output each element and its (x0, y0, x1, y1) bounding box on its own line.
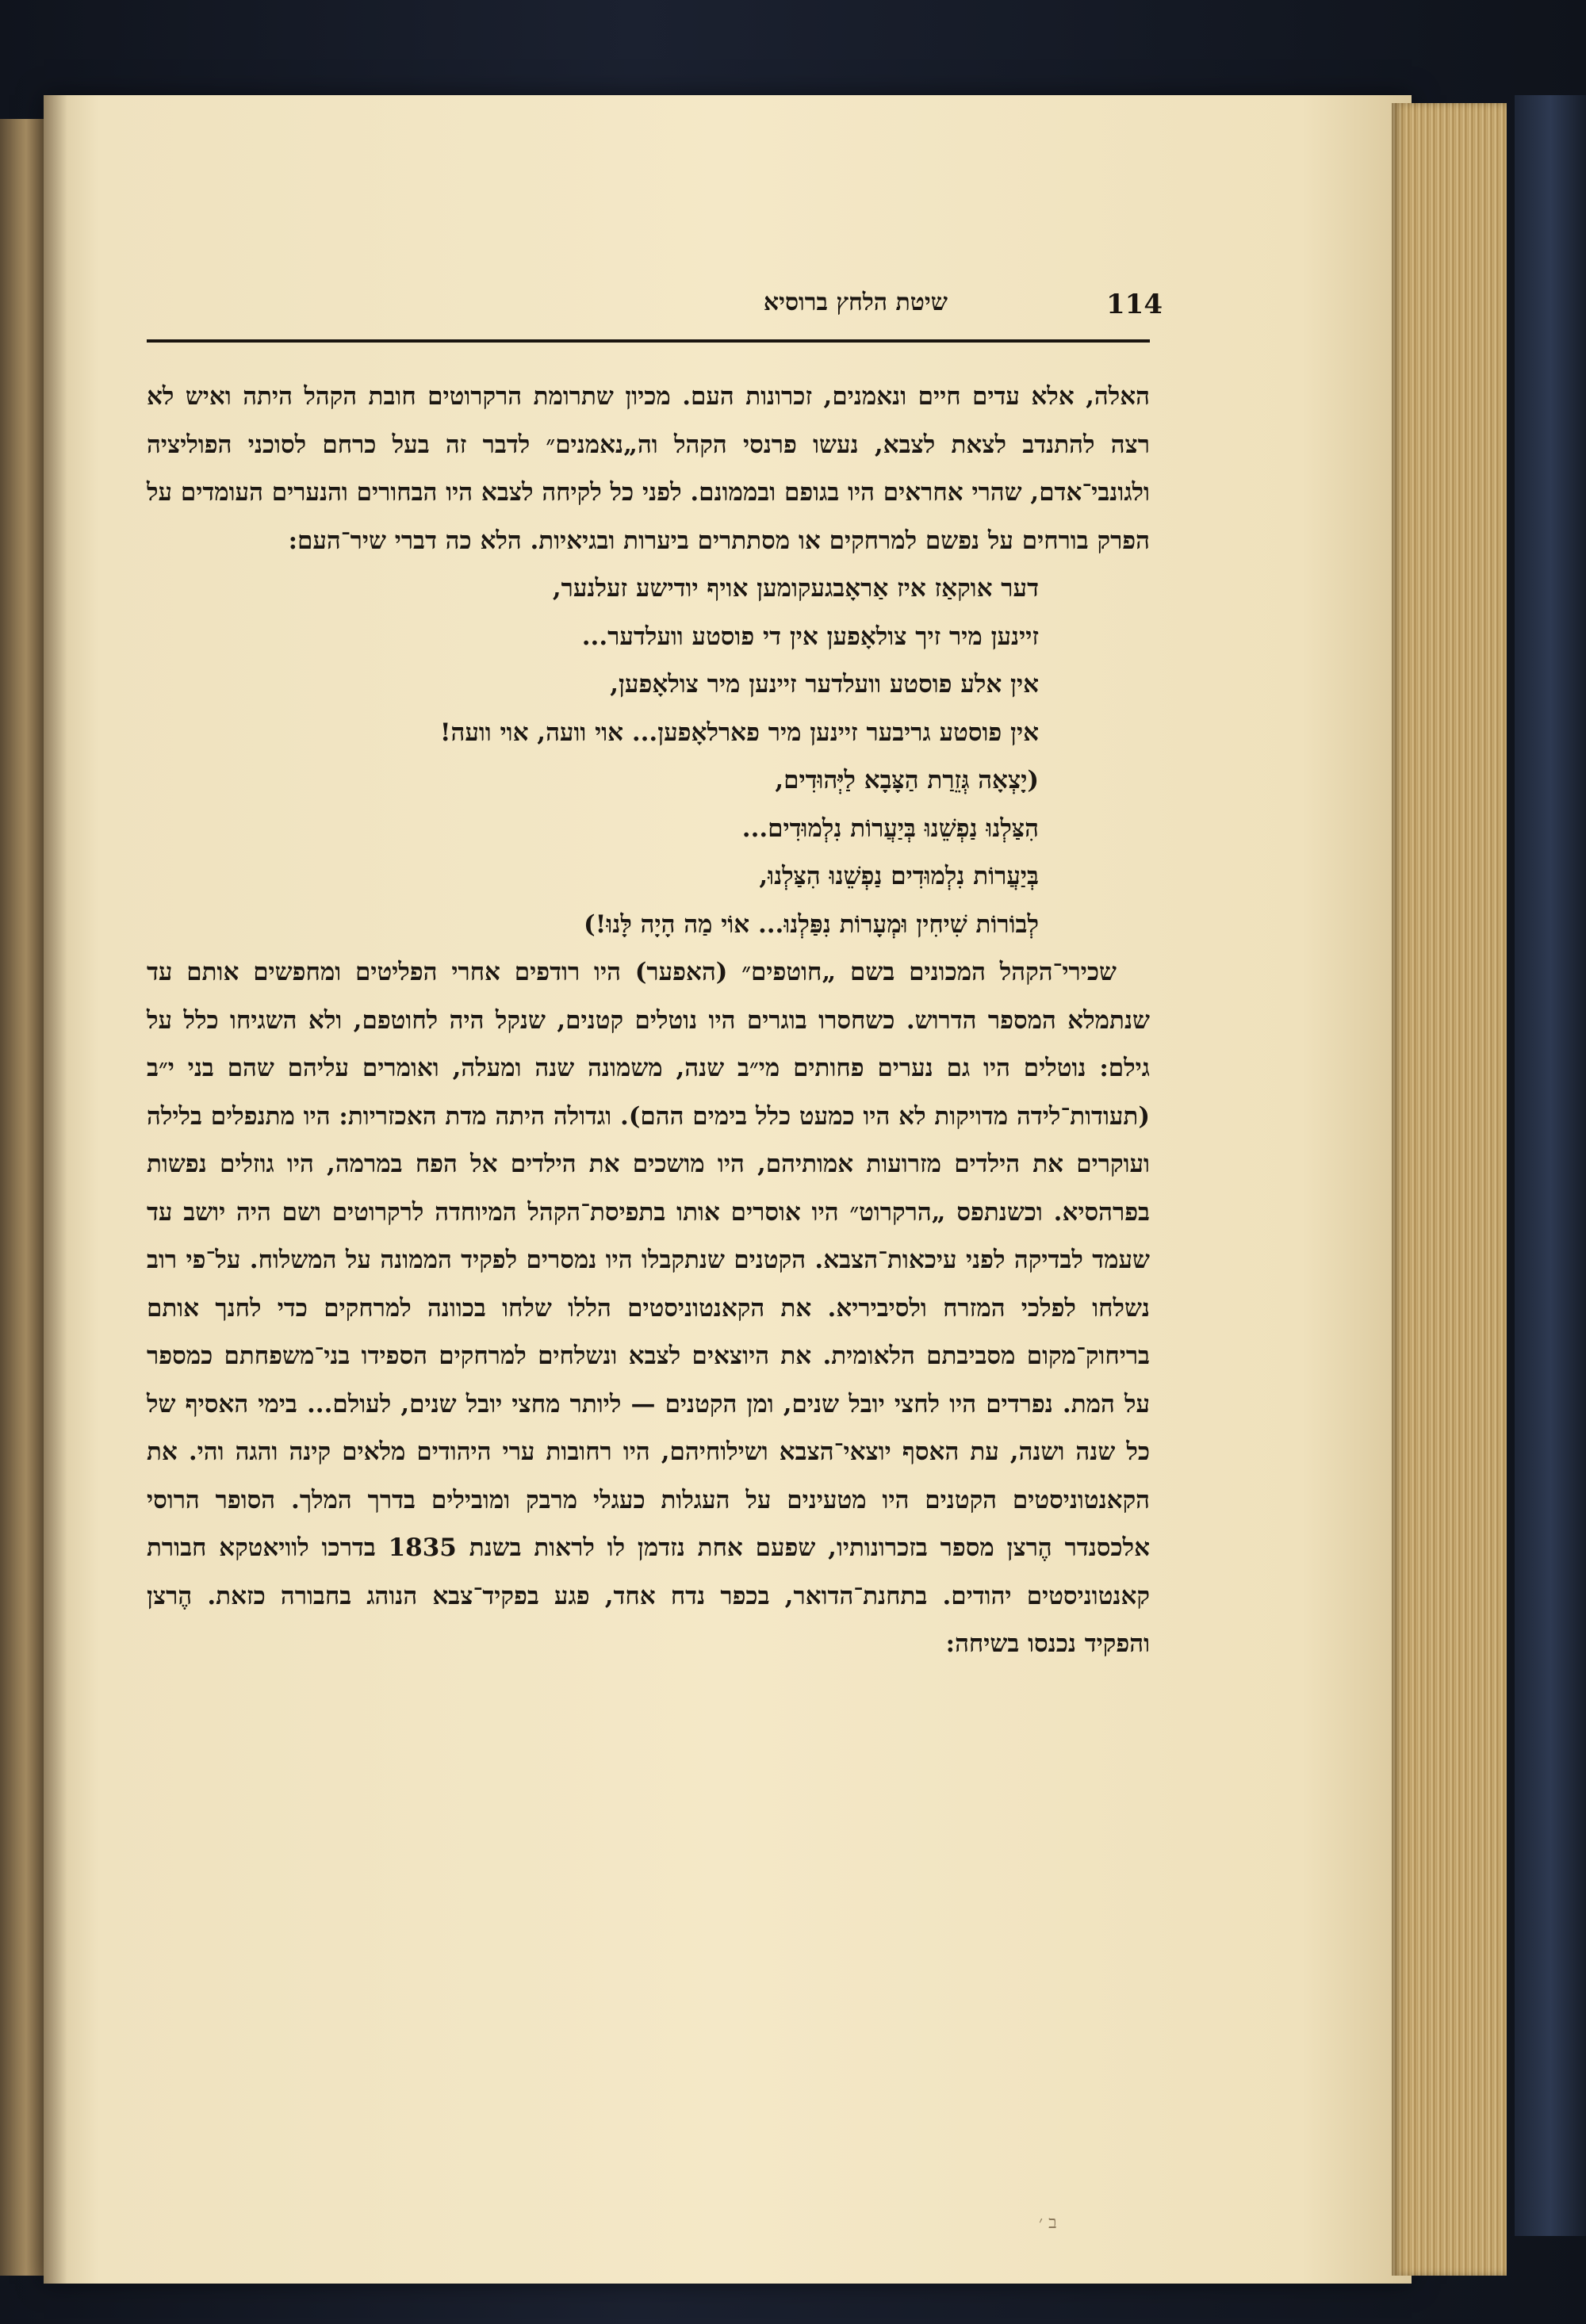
poem-line: בְּיַעֲרוֹת נִלְמוּדִים נַפְשֵׁנוּ הִצַּלְנוּ, (759, 862, 1039, 890)
paragraph: שכירי־הקהל המכונים בשם „חוטפים״ (האפער) היו רודפים אחרי הפליטים ומחפשים אותם עד שנתמלא המספר הדרוש. כשחסרו בוגרים היו נוטלים קטנים, שנקל היה לחוטפם, ולא השגיחו כלל על גילם: נוטלים היו גם נערים פחותים מי״ב שנה, משמונה שנה ומעלה, ואומרים עליהם שהם בני י״ב (תעודות־לידה מדויקות לא היו כמעט כלל בימים ההם). וגדולה היתה מדת האכזריות: היו מתנפלים בלילה ועוקרים את הילדים מזרועות אמותיהם, היו מושכים את הילדים אל הפח במרמה, היו גוזלים נפשות בפרהסיא. וכשנתפס „הרקרוט״ היו אוסרים אותו בתפיסת־הקהל המיוחדה לרקרוטים ושם היה יושב עד שעמד לבדיקה לפני עיכאות־הצבא. הקטנים שנתקבלו היו נמסרים לפקיד הממונה על המשלוח. על־פי רוב נשלחו לפלכי המזרח ולסיביריא. את הקאנטוניסטים הללו שלחו בכוונה למרחקים כדי לחנך אותם בריחוק־מקום מסביבתם הלאומית. את היוצאים לצבא ונשלחים למרחקים הספידו בני־משפחתם כמספר על המת. נפרדים היו לחצי יובל שנים, ומן הקטנים — ליותר מחצי יובל שנים, לעולם... בימי האסיף של כל שנה ושנה, עת האסף יוצאי־הצבא ושילוחיהם, היו רחובות ערי היהודים מלאים קינה והגה והי. את הקאנטוניסטים הקטנים היו מטעינים על העגלות כעגלי מרבק ומובילים בדרך המלך. הסופר הרוסי אלכסנדר הֶרצן מספר בזכרונותיו, שפעם אחת נזדמן לו לראות בשנת 1835 בדרכו לוויאטקא חבורת קאנטוניסטים יהודים. בתחנת־הדואר, בכפר נדח אחד, פגע בפקיד־צבא הנוהג בחבורה כזאת. הֶרצן והפקיד נכנסו בשיחה: (147, 958, 1151, 1658)
page-header (147, 285, 1163, 333)
page-gutter-shadow (44, 95, 67, 2284)
poem-line: לְבוֹרוֹת שִׁיחִין וּמְעָרוֹת נִפַּלְנוּ... אוֹי מַה הָיָה לָּנוּ!) (584, 909, 1039, 939)
page-number: 114 (1106, 289, 1163, 320)
header-rule (147, 339, 1150, 343)
poem-line: אין פוסטע גריבער זיינען מיר פארלאָפען... אוי וועה, אוי וועה! (439, 718, 1039, 747)
poem-line: הִצַּלְנוּ נַפְשֵׁנוּ בְּיַעֲרוֹת נִלְמוּדִים... (741, 814, 1039, 843)
poem-line: זיינען מיר זיך צולאָפען אין די פוסטע וועלדער... (581, 622, 1039, 651)
poem-line: דער אוקאַז איז אַראָבגעקומען אויף יודישע זעלנער, (552, 574, 1039, 603)
cover-edge (1515, 95, 1586, 2236)
signature-mark: ב ׳ (1039, 2213, 1057, 2233)
facing-page-edge (0, 119, 44, 2276)
poem-line: (יָצְאָה גְּזֵרַת הַצָּבָא לַיְּהוּדִים, (775, 766, 1039, 794)
poem-line: אין אלע פוסטע וועלדער זיינען מיר צולאָפען, (610, 670, 1039, 699)
body-text (147, 373, 1150, 1668)
folk-song (147, 565, 1150, 948)
running-head: שיטת הלחץ ברוסיא (763, 289, 948, 316)
page-fore-edges (1392, 103, 1507, 2276)
paragraph: האלה, אלא עדים חיים ונאמנים, זכרונות העם. מכיון שתרומת הרקרוטים חובת הקהל היתה ואיש לא רצה להתנדב לצאת לצבא, נעשו פרנסי הקהל וה„נאמנים״ לדבר זה בעל כרחם לסוכני הפוליציה ולגונבי־אדם, שהרי אחראים היו בגופם ובממונם. לפני כל לקיחה לצבא היו הבחורים והנערים העומדים על הפרק בורחים על נפשם למרחקים או מסתתרים ביערות ובגיאיות. הלא כה דברי שיר־העם: (147, 382, 1150, 555)
